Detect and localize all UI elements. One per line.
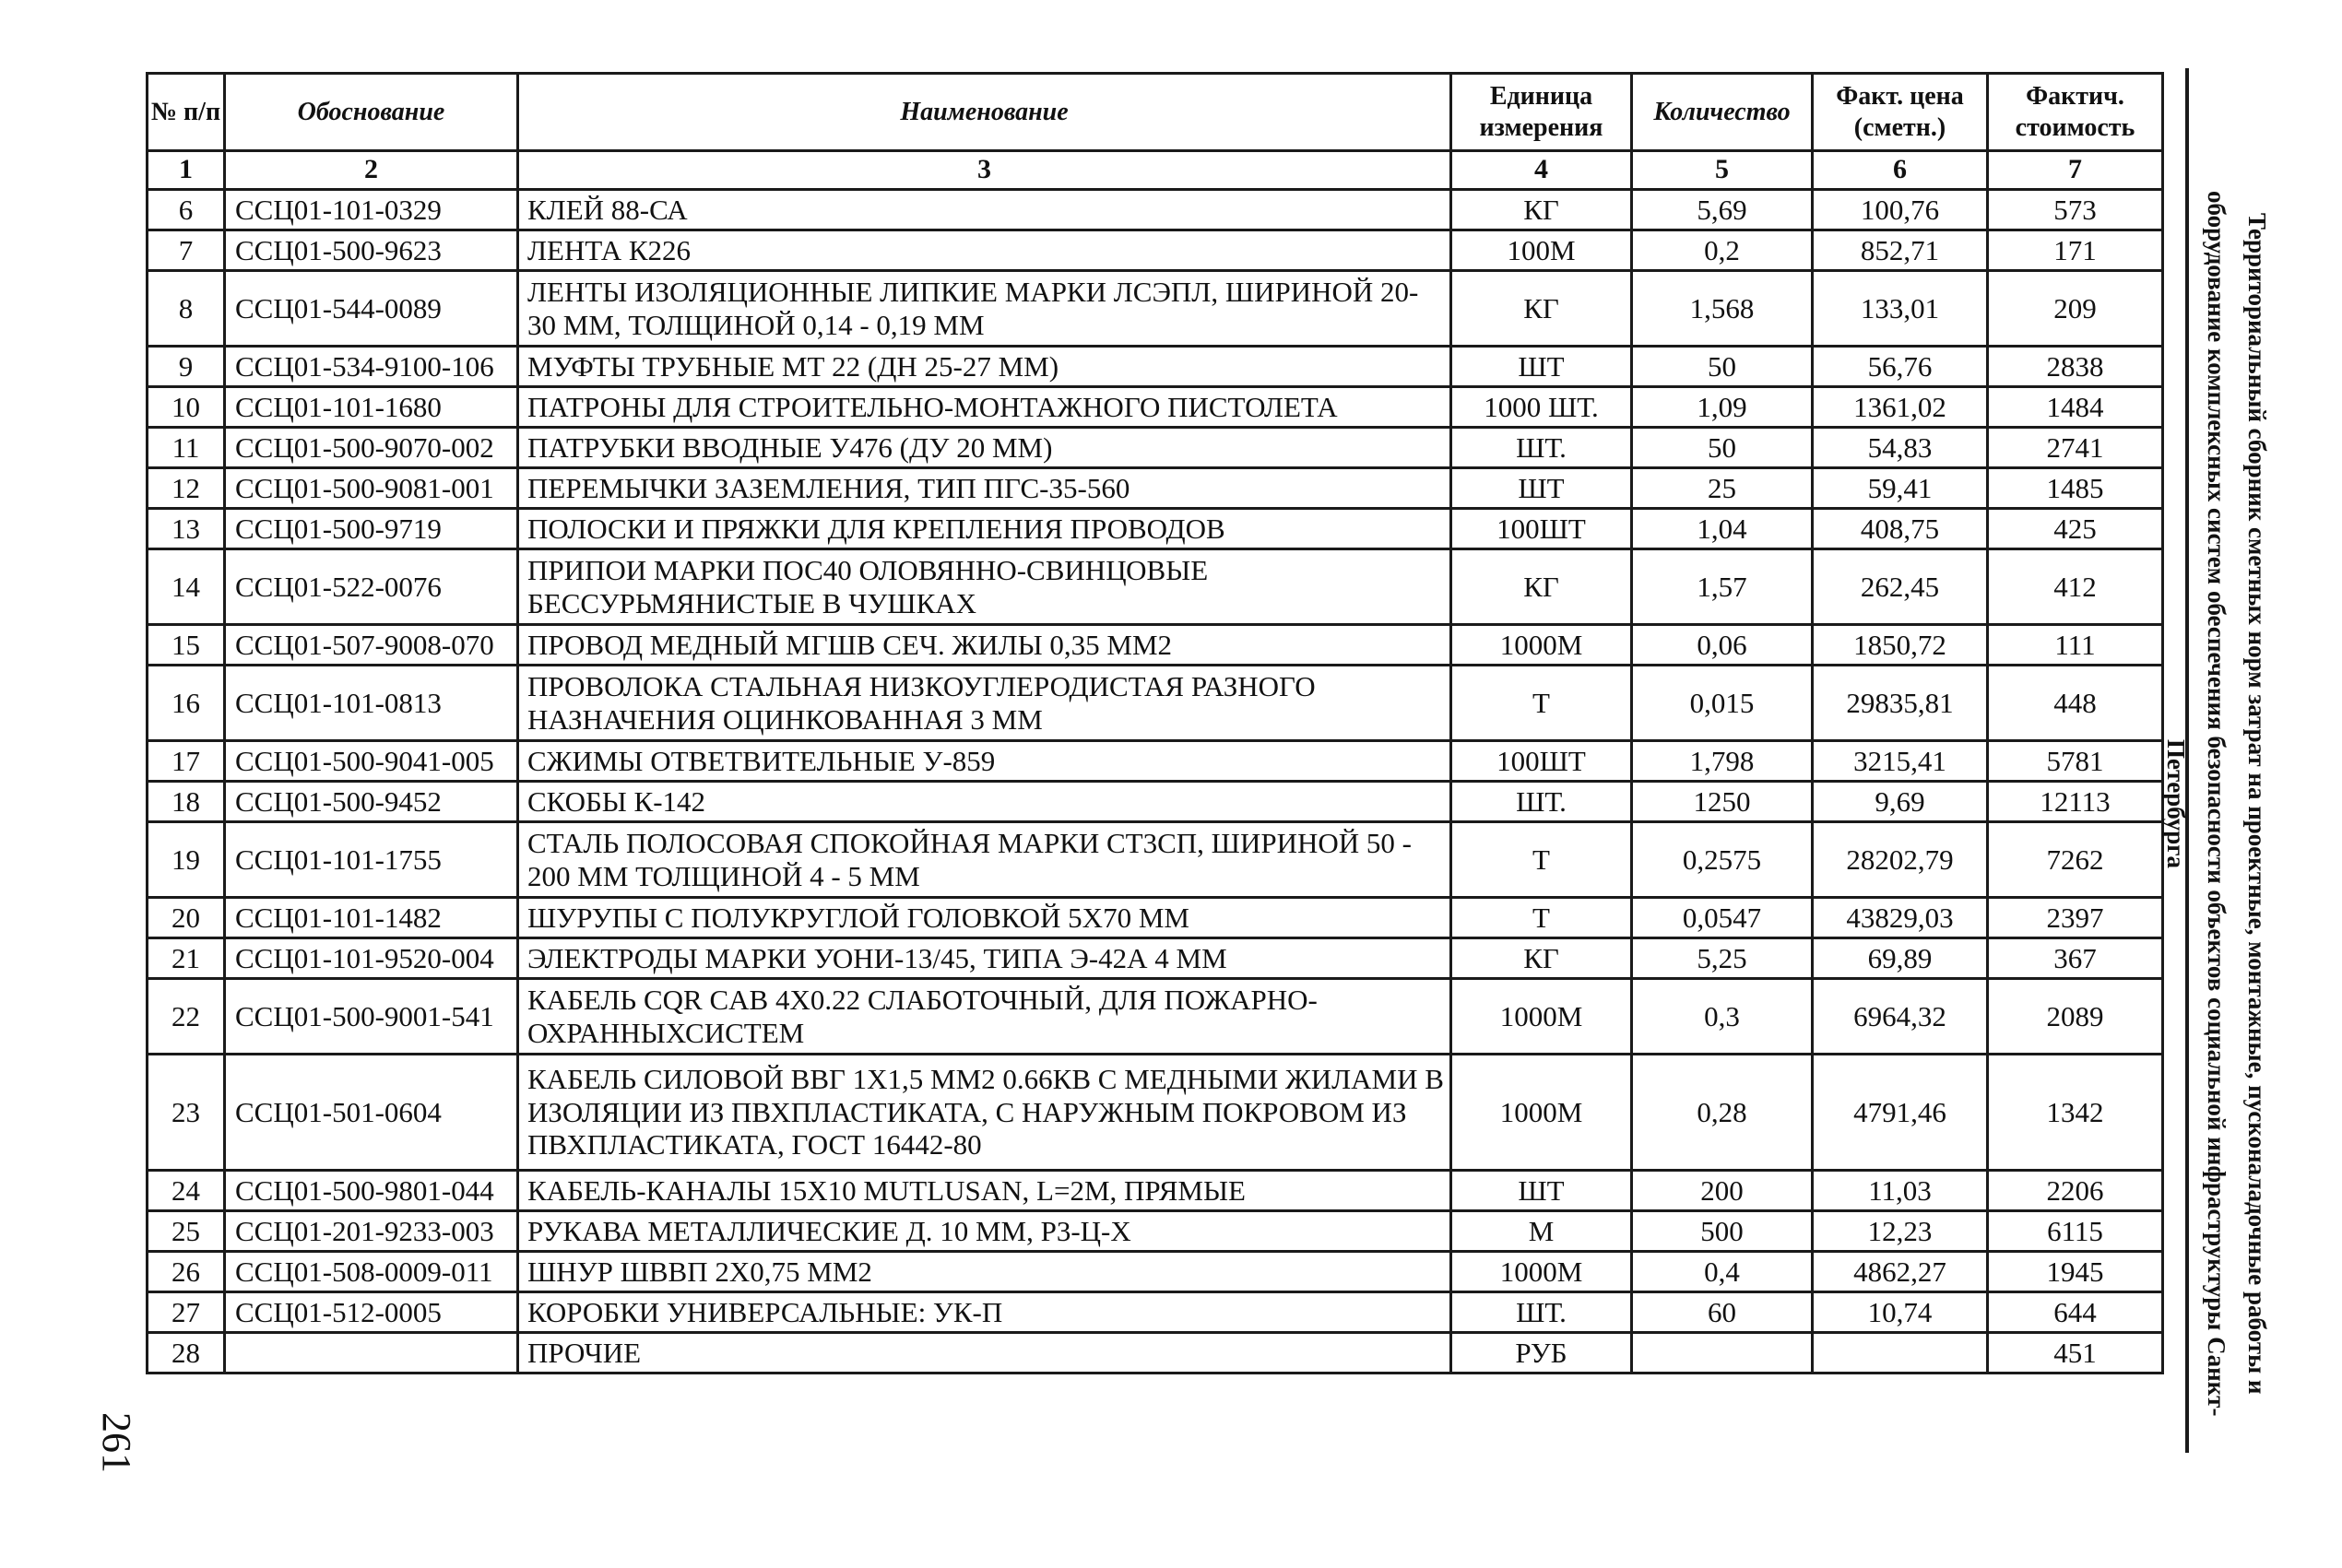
row-price: 1850,72: [1813, 625, 1988, 666]
row-unit: КГ: [1451, 271, 1632, 347]
row-price: 3215,41: [1813, 741, 1988, 782]
row-cost: 2838: [1988, 347, 2163, 387]
row-quantity: 25: [1632, 468, 1813, 509]
row-cost: 12113: [1988, 782, 2163, 822]
row-name: ЛЕНТЫ ИЗОЛЯЦИОННЫЕ ЛИПКИЕ МАРКИ ЛСЭПЛ, ШИРИНОЙ 20-30 ММ, ТОЛЩИНОЙ 0,14 - 0,19 ММ: [518, 271, 1451, 347]
row-unit: М: [1451, 1211, 1632, 1252]
row-quantity: [1632, 1333, 1813, 1373]
col-number: 1: [148, 151, 225, 190]
row-price: 12,23: [1813, 1211, 1988, 1252]
row-number: 19: [148, 822, 225, 898]
row-code: ССЦ01-501-0604: [225, 1055, 518, 1171]
row-price: 10,74: [1813, 1292, 1988, 1333]
row-number: 20: [148, 898, 225, 938]
row-quantity: 5,69: [1632, 190, 1813, 230]
column-number-row: [148, 151, 2163, 190]
header-qty: Количество: [1632, 74, 1813, 151]
row-quantity: 50: [1632, 347, 1813, 387]
row-cost: 5781: [1988, 741, 2163, 782]
table-row: [148, 428, 2163, 468]
row-name: ПРИПОИ МАРКИ ПОС40 ОЛОВЯННО-СВИНЦОВЫЕ БЕССУРЬМЯНИСТЫЕ В ЧУШКАХ: [518, 549, 1451, 625]
header-name: Наименование: [518, 74, 1451, 151]
table-row: [148, 782, 2163, 822]
row-price: 43829,03: [1813, 898, 1988, 938]
row-code: ССЦ01-101-1680: [225, 387, 518, 428]
row-name: МУФТЫ ТРУБНЫЕ МТ 22 (ДН 25-27 ММ): [518, 347, 1451, 387]
row-price: 29835,81: [1813, 666, 1988, 741]
table-row: [148, 1171, 2163, 1211]
table-row: [148, 271, 2163, 347]
row-unit: 1000М: [1451, 625, 1632, 666]
row-name: КАБЕЛЬ CQR CAB 4X0.22 СЛАБОТОЧНЫЙ, ДЛЯ ПОЖАРНО-ОХРАННЫХСИСТЕМ: [518, 979, 1451, 1055]
row-unit: 100ШТ: [1451, 741, 1632, 782]
row-code: ССЦ01-544-0089: [225, 271, 518, 347]
row-unit: 1000М: [1451, 1055, 1632, 1171]
row-unit: ШТ.: [1451, 1292, 1632, 1333]
table-row: [148, 549, 2163, 625]
row-price: 56,76: [1813, 347, 1988, 387]
row-number: 21: [148, 938, 225, 979]
row-cost: 2089: [1988, 979, 2163, 1055]
row-code: ССЦ01-500-9081-001: [225, 468, 518, 509]
row-cost: 2397: [1988, 898, 2163, 938]
row-code: ССЦ01-522-0076: [225, 549, 518, 625]
row-code: ССЦ01-534-9100-106: [225, 347, 518, 387]
row-number: 22: [148, 979, 225, 1055]
row-cost: 573: [1988, 190, 2163, 230]
row-cost: 1342: [1988, 1055, 2163, 1171]
row-price: 4862,27: [1813, 1252, 1988, 1292]
row-number: 16: [148, 666, 225, 741]
row-price: 408,75: [1813, 509, 1988, 549]
row-name: СЖИМЫ ОТВЕТВИТЕЛЬНЫЕ У-859: [518, 741, 1451, 782]
row-name: ПЕРЕМЫЧКИ ЗАЗЕМЛЕНИЯ, ТИП ПГС-35-560: [518, 468, 1451, 509]
table-row: [148, 1292, 2163, 1333]
table-row: [148, 938, 2163, 979]
row-number: 25: [148, 1211, 225, 1252]
row-cost: 451: [1988, 1333, 2163, 1373]
row-unit: ШТ.: [1451, 782, 1632, 822]
row-code: ССЦ01-101-0329: [225, 190, 518, 230]
table-row: [148, 625, 2163, 666]
row-code: ССЦ01-512-0005: [225, 1292, 518, 1333]
row-name: ЛЕНТА К226: [518, 230, 1451, 271]
row-name: КАБЕЛЬ СИЛОВОЙ ВВГ 1Х1,5 ММ2 0.66КВ С МЕДНЫМИ ЖИЛАМИ В ИЗОЛЯЦИИ ИЗ ПВХПЛАСТИКАТА, С НАРУЖНЫМ ПОКРОВОМ ИЗ ПВХПЛАСТИКАТА, ГОСТ 16442-80: [518, 1055, 1451, 1171]
row-code: ССЦ01-500-9070-002: [225, 428, 518, 468]
row-cost: 2741: [1988, 428, 2163, 468]
row-quantity: 1,57: [1632, 549, 1813, 625]
row-code: ССЦ01-500-9452: [225, 782, 518, 822]
table-row: [148, 1252, 2163, 1292]
row-number: 7: [148, 230, 225, 271]
row-number: 13: [148, 509, 225, 549]
row-code: ССЦ01-201-9233-003: [225, 1211, 518, 1252]
row-name: СТАЛЬ ПОЛОСОВАЯ СПОКОЙНАЯ МАРКИ СТ3СП, ШИРИНОЙ 50 - 200 ММ ТОЛЩИНОЙ 4 - 5 ММ: [518, 822, 1451, 898]
table-row: [148, 347, 2163, 387]
table-row: [148, 1055, 2163, 1171]
header-cost: Фактич. стоимость: [1988, 74, 2163, 151]
row-number: 26: [148, 1252, 225, 1292]
row-unit: ШТ: [1451, 468, 1632, 509]
row-name: ЭЛЕКТРОДЫ МАРКИ УОНИ-13/45, ТИПА Э-42А 4 ММ: [518, 938, 1451, 979]
row-price: 133,01: [1813, 271, 1988, 347]
row-unit: 100ШТ: [1451, 509, 1632, 549]
header-row: [148, 74, 2163, 151]
row-name: ПРОВОЛОКА СТАЛЬНАЯ НИЗКОУГЛЕРОДИСТАЯ РАЗНОГО НАЗНАЧЕНИЯ ОЦИНКОВАННАЯ 3 ММ: [518, 666, 1451, 741]
row-number: 24: [148, 1171, 225, 1211]
row-cost: 209: [1988, 271, 2163, 347]
row-cost: 171: [1988, 230, 2163, 271]
row-code: ССЦ01-500-9041-005: [225, 741, 518, 782]
row-quantity: 0,2575: [1632, 822, 1813, 898]
row-unit: 1000М: [1451, 1252, 1632, 1292]
row-name: ШУРУПЫ С ПОЛУКРУГЛОЙ ГОЛОВКОЙ 5Х70 ММ: [518, 898, 1451, 938]
row-cost: 111: [1988, 625, 2163, 666]
row-quantity: 200: [1632, 1171, 1813, 1211]
row-cost: 367: [1988, 938, 2163, 979]
row-unit: КГ: [1451, 549, 1632, 625]
row-unit: КГ: [1451, 938, 1632, 979]
row-quantity: 0,015: [1632, 666, 1813, 741]
row-cost: 7262: [1988, 822, 2163, 898]
row-price: 11,03: [1813, 1171, 1988, 1211]
row-number: 23: [148, 1055, 225, 1171]
row-code: ССЦ01-500-9623: [225, 230, 518, 271]
row-code: [225, 1333, 518, 1373]
row-cost: 412: [1988, 549, 2163, 625]
col-number: 7: [1988, 151, 2163, 190]
row-price: [1813, 1333, 1988, 1373]
row-name: СКОБЫ К-142: [518, 782, 1451, 822]
header-price: Факт. цена (сметн.): [1813, 74, 1988, 151]
page-number: 261: [94, 1412, 139, 1473]
row-code: ССЦ01-101-9520-004: [225, 938, 518, 979]
row-code: ССЦ01-101-1755: [225, 822, 518, 898]
row-quantity: 5,25: [1632, 938, 1813, 979]
table-row: [148, 666, 2163, 741]
row-code: ССЦ01-101-0813: [225, 666, 518, 741]
row-cost: 644: [1988, 1292, 2163, 1333]
row-quantity: 60: [1632, 1292, 1813, 1333]
col-number: 5: [1632, 151, 1813, 190]
row-name: КОРОБКИ УНИВЕРСАЛЬНЫЕ: УК-П: [518, 1292, 1451, 1333]
header-code: Обоснование: [225, 74, 518, 151]
row-unit: Т: [1451, 666, 1632, 741]
row-code: ССЦ01-101-1482: [225, 898, 518, 938]
row-cost: 425: [1988, 509, 2163, 549]
row-number: 12: [148, 468, 225, 509]
row-number: 17: [148, 741, 225, 782]
row-name: КАБЕЛЬ-КАНАЛЫ 15Х10 MUTLUSAN, L=2M, ПРЯМЫЕ: [518, 1171, 1451, 1211]
table-row: [148, 468, 2163, 509]
row-unit: ШТ: [1451, 1171, 1632, 1211]
row-quantity: 500: [1632, 1211, 1813, 1252]
row-unit: РУБ: [1451, 1333, 1632, 1373]
row-price: 262,45: [1813, 549, 1988, 625]
row-quantity: 0,3: [1632, 979, 1813, 1055]
row-number: 8: [148, 271, 225, 347]
row-unit: Т: [1451, 822, 1632, 898]
row-unit: КГ: [1451, 190, 1632, 230]
row-number: 6: [148, 190, 225, 230]
row-cost: 1485: [1988, 468, 2163, 509]
header-unit: Единица измерения: [1451, 74, 1632, 151]
row-number: 15: [148, 625, 225, 666]
row-number: 28: [148, 1333, 225, 1373]
row-price: 100,76: [1813, 190, 1988, 230]
row-quantity: 1,568: [1632, 271, 1813, 347]
table-row: [148, 979, 2163, 1055]
header-num: № п/п: [148, 74, 225, 151]
row-name: ПАТРУБКИ ВВОДНЫЕ У476 (ДУ 20 ММ): [518, 428, 1451, 468]
row-number: 11: [148, 428, 225, 468]
row-price: 1361,02: [1813, 387, 1988, 428]
row-name: ПОЛОСКИ И ПРЯЖКИ ДЛЯ КРЕПЛЕНИЯ ПРОВОДОВ: [518, 509, 1451, 549]
table-row: [148, 230, 2163, 271]
row-code: ССЦ01-508-0009-011: [225, 1252, 518, 1292]
col-number: 2: [225, 151, 518, 190]
row-number: 14: [148, 549, 225, 625]
row-quantity: 50: [1632, 428, 1813, 468]
row-price: 9,69: [1813, 782, 1988, 822]
row-unit: 1000М: [1451, 979, 1632, 1055]
row-price: 4791,46: [1813, 1055, 1988, 1171]
row-price: 6964,32: [1813, 979, 1988, 1055]
row-name: ШНУР ШВВП 2Х0,75 ММ2: [518, 1252, 1451, 1292]
row-quantity: 1250: [1632, 782, 1813, 822]
row-price: 28202,79: [1813, 822, 1988, 898]
row-code: ССЦ01-500-9801-044: [225, 1171, 518, 1211]
row-name: РУКАВА МЕТАЛЛИЧЕСКИЕ Д. 10 ММ, Р3-Ц-Х: [518, 1211, 1451, 1252]
table-row: [148, 387, 2163, 428]
table-row: [148, 741, 2163, 782]
row-unit: ШТ: [1451, 347, 1632, 387]
materials-table: [146, 72, 2164, 1374]
row-cost: 1484: [1988, 387, 2163, 428]
row-price: 54,83: [1813, 428, 1988, 468]
row-unit: Т: [1451, 898, 1632, 938]
row-quantity: 1,04: [1632, 509, 1813, 549]
row-unit: 100М: [1451, 230, 1632, 271]
table-row: [148, 822, 2163, 898]
row-cost: 1945: [1988, 1252, 2163, 1292]
row-quantity: 0,06: [1632, 625, 1813, 666]
table-row: [148, 1211, 2163, 1252]
row-number: 10: [148, 387, 225, 428]
row-number: 9: [148, 347, 225, 387]
table-row: [148, 1333, 2163, 1373]
table-row: [148, 898, 2163, 938]
row-quantity: 0,0547: [1632, 898, 1813, 938]
row-price: 69,89: [1813, 938, 1988, 979]
row-name: КЛЕЙ 88-СА: [518, 190, 1451, 230]
row-unit: ШТ.: [1451, 428, 1632, 468]
row-unit: 1000 ШТ.: [1451, 387, 1632, 428]
row-code: ССЦ01-500-9001-541: [225, 979, 518, 1055]
table-row: [148, 190, 2163, 230]
row-name: ПАТРОНЫ ДЛЯ СТРОИТЕЛЬНО-МОНТАЖНОГО ПИСТОЛЕТА: [518, 387, 1451, 428]
row-quantity: 0,28: [1632, 1055, 1813, 1171]
row-price: 59,41: [1813, 468, 1988, 509]
row-quantity: 0,2: [1632, 230, 1813, 271]
row-quantity: 0,4: [1632, 1252, 1813, 1292]
row-cost: 2206: [1988, 1171, 2163, 1211]
row-code: ССЦ01-500-9719: [225, 509, 518, 549]
row-cost: 448: [1988, 666, 2163, 741]
table-row: [148, 509, 2163, 549]
row-name: ПРОВОД МЕДНЫЙ МГШВ СЕЧ. ЖИЛЫ 0,35 ММ2: [518, 625, 1451, 666]
row-name: ПРОЧИЕ: [518, 1333, 1451, 1373]
col-number: 3: [518, 151, 1451, 190]
row-price: 852,71: [1813, 230, 1988, 271]
row-code: ССЦ01-507-9008-070: [225, 625, 518, 666]
side-title: Территориальный сборник сметных норм затрат на проектные, монтажные, пусконаладочные работы и оборудование комплексных систем обеспечения безопасности объектов социальной инфраструктуры Санкт-Петербурга: [2162, 191, 2271, 1417]
row-quantity: 1,798: [1632, 741, 1813, 782]
row-number: 18: [148, 782, 225, 822]
col-number: 6: [1813, 151, 1988, 190]
row-quantity: 1,09: [1632, 387, 1813, 428]
row-cost: 6115: [1988, 1211, 2163, 1252]
col-number: 4: [1451, 151, 1632, 190]
row-number: 27: [148, 1292, 225, 1333]
